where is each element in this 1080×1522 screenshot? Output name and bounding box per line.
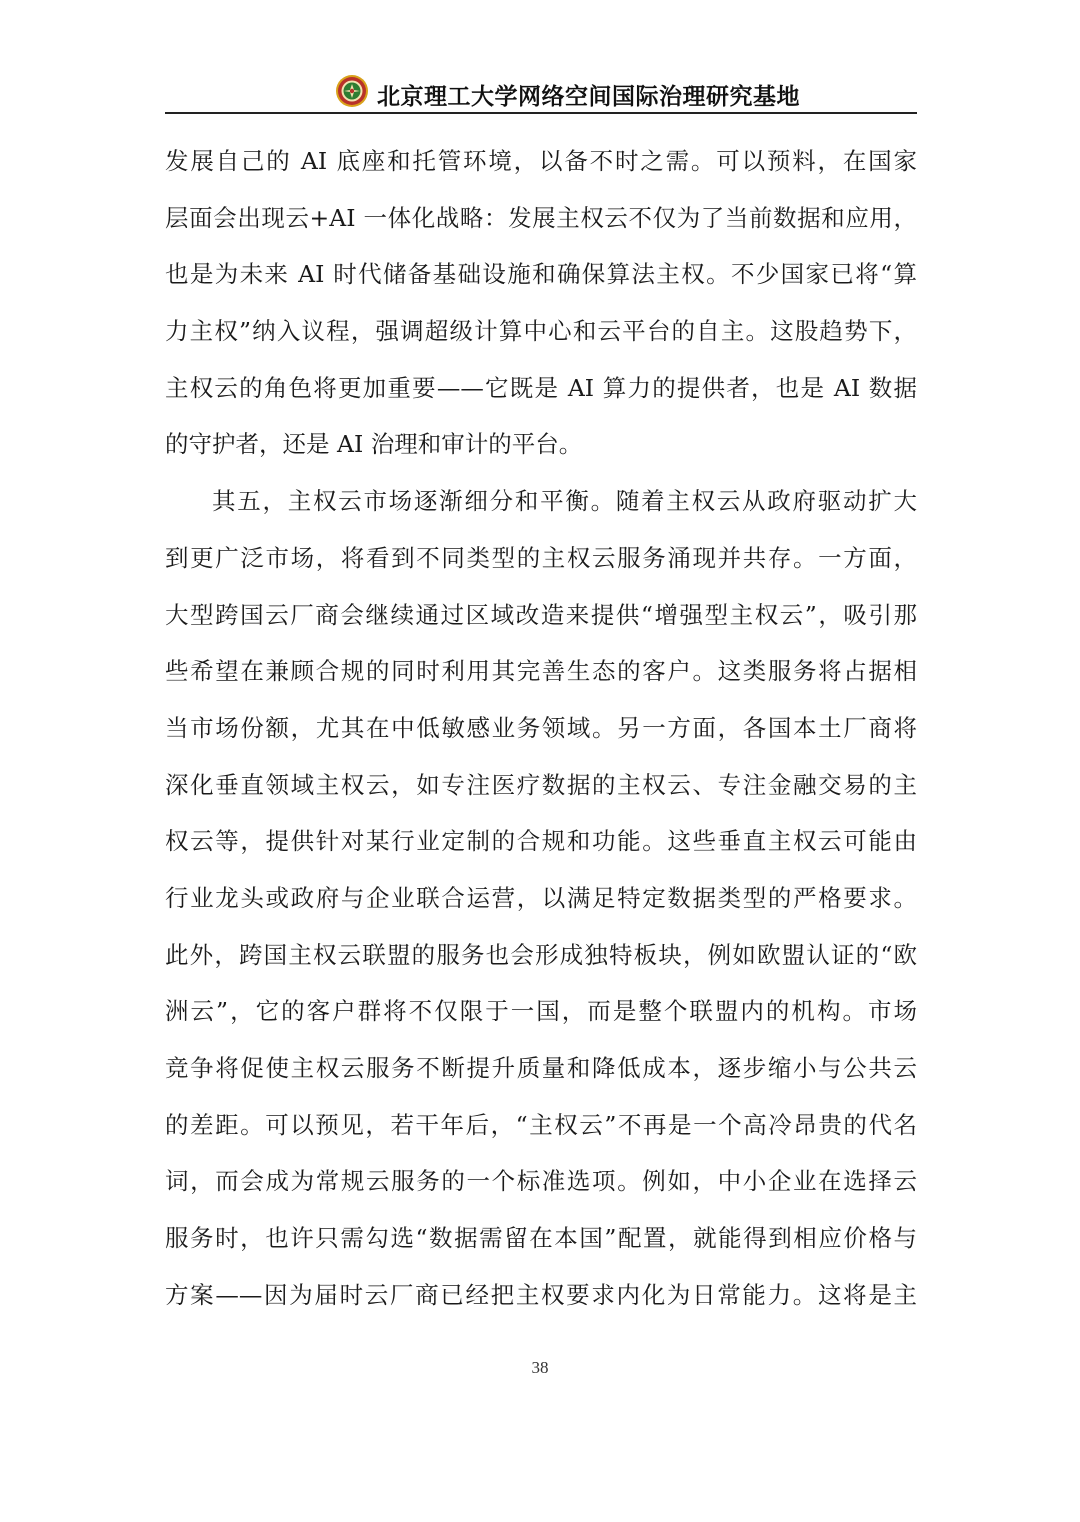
text-line: 发展自己的 AI 底座和托管环境，以备不时之需。可以预料，在国家 [165, 147, 917, 175]
text-line: 层面会出现云+AI 一体化战略：发展主权云不仅为了当前数据和应用， [165, 203, 917, 232]
text-line: 洲云”，它的客户群将不仅限于一国，而是整个联盟内的机构。市场 [165, 997, 917, 1026]
text-line: 的守护者，还是 AI 治理和审计的平台。 [165, 430, 583, 459]
text-line: 当市场份额，尤其在中低敏感业务领域。另一方面，各国本土厂商将 [165, 713, 917, 742]
body-text [165, 133, 917, 1323]
text-line: 也是为未来 AI 时代储备基础设施和确保算法主权。不少国家已将“算 [165, 260, 917, 289]
text-line: 服务时，也许只需勾选“数据需留在本国”配置，就能得到相应价格与 [165, 1224, 917, 1253]
text-line: 此外，跨国主权云联盟的服务也会形成独特板块，例如欧盟认证的“欧 [165, 940, 917, 969]
page-header [165, 72, 917, 118]
text-line: 到更广泛市场，将看到不同类型的主权云服务涌现并共存。一方面， [165, 543, 917, 572]
text-line: 权云等，提供针对某行业定制的合规和功能。这些垂直主权云可能由 [165, 827, 917, 856]
text-line: 方案——因为届时云厂商已经把主权要求内化为日常能力。这将是主 [165, 1280, 917, 1309]
text-line: 大型跨国云厂商会继续通过区域改造来提供“增强型主权云”，吸引那 [165, 600, 917, 629]
text-line: 深化垂直领域主权云，如专注医疗数据的主权云、专注金融交易的主 [165, 770, 917, 799]
text-line: 行业龙头或政府与企业联合运营，以满足特定数据类型的严格要求。 [165, 883, 917, 912]
text-line: 的差距。可以预见，若干年后，“主权云”不再是一个高冷昂贵的代名 [165, 1110, 917, 1139]
header-title: 北京理工大学网络空间国际治理研究基地 [377, 84, 800, 110]
page-number: 38 [531, 1358, 549, 1377]
university-seal-icon [335, 74, 369, 108]
text-line: 词，而会成为常规云服务的一个标准选项。例如，中小企业在选择云 [165, 1167, 917, 1196]
text-line: 其五，主权云市场逐渐细分和平衡。随着主权云从政府驱动扩大 [212, 487, 917, 516]
header-divider [165, 112, 917, 114]
text-line: 力主权”纳入议程，强调超级计算中心和云平台的自主。这股趋势下， [165, 317, 917, 346]
text-line: 竞争将促使主权云服务不断提升质量和降低成本，逐步缩小与公共云 [165, 1054, 917, 1082]
text-line: 主权云的角色将更加重要——它既是 AI 算力的提供者，也是 AI 数据 [165, 373, 917, 402]
text-line: 些希望在兼顾合规的同时利用其完善生态的客户。这类服务将占据相 [165, 657, 917, 686]
